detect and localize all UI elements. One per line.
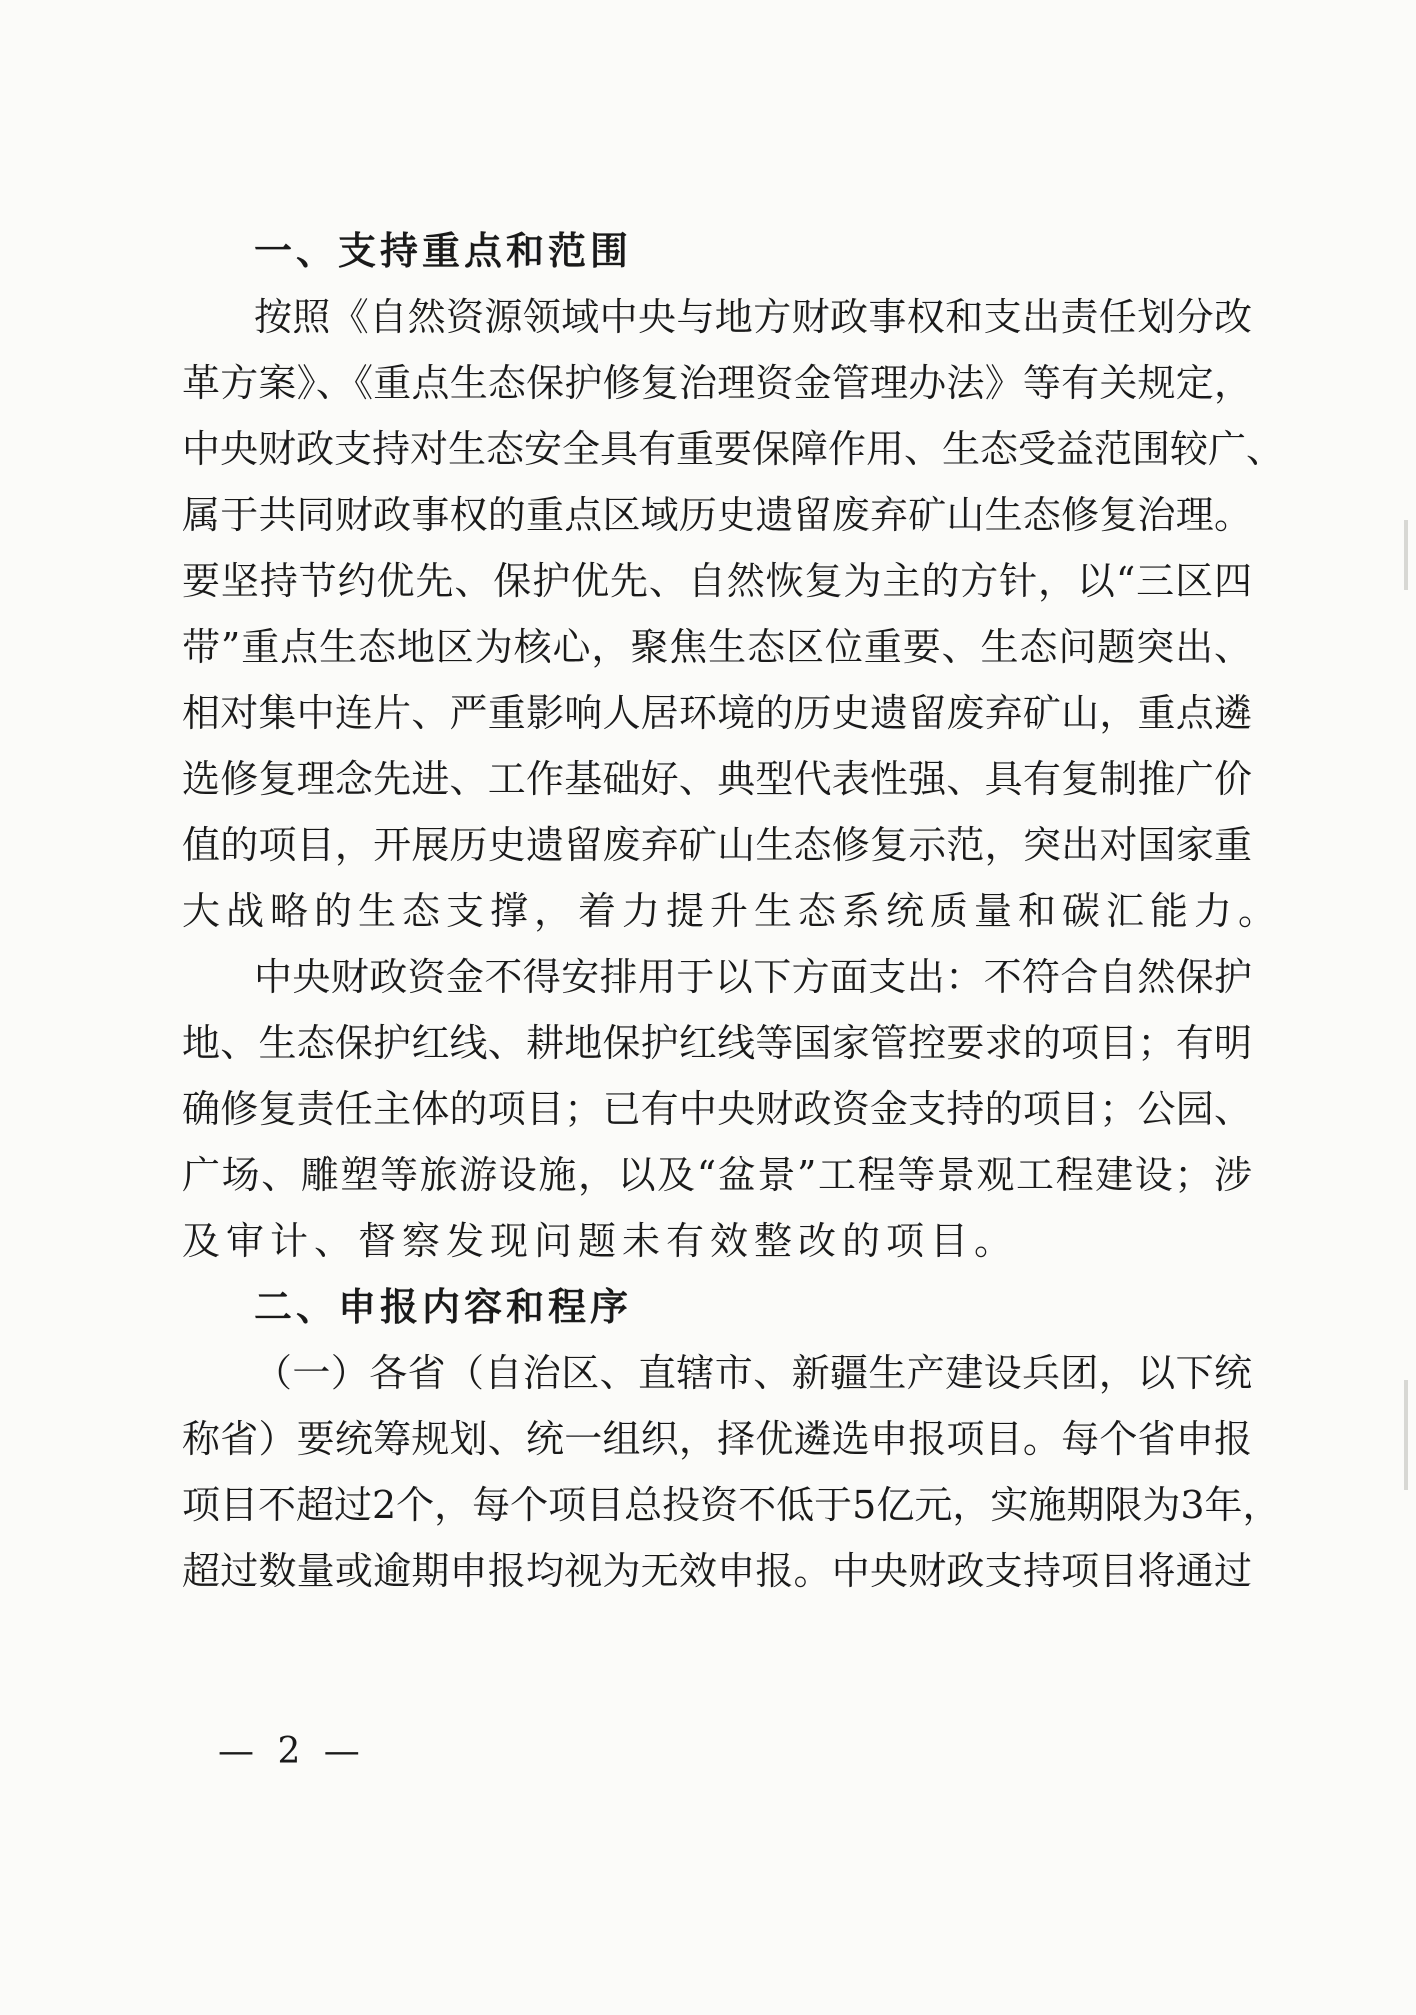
paragraph-line: （一）各省（自治区、直辖市、新疆生产建设兵团，以下统 bbox=[254, 1351, 1252, 1395]
paragraph-line: 及审计、督察发现问题未有效整改的项目。 bbox=[182, 1219, 1019, 1263]
paragraph-line: 值的项目，开展历史遗留废弃矿山生态修复示范，突出对国家重 bbox=[182, 823, 1252, 867]
paragraph-line: 要坚持节约优先、保护优先、自然恢复为主的方针，以“三区四 bbox=[182, 559, 1252, 603]
section-heading: 二、申报内容和程序 bbox=[254, 1285, 633, 1329]
section-heading: 一、支持重点和范围 bbox=[254, 229, 633, 273]
paragraph-line: 中央财政支持对生态安全具有重要保障作用、生态受益范围较广、 bbox=[182, 427, 1285, 471]
paragraph-line: 确修复责任主体的项目；已有中央财政资金支持的项目；公园、 bbox=[182, 1087, 1252, 1131]
paragraph-line: 相对集中连片、严重影响人居环境的历史遗留废弃矿山，重点遴 bbox=[182, 691, 1252, 735]
paragraph-line: 项目不超过2个，每个项目总投资不低于5亿元，实施期限为3年， bbox=[182, 1483, 1281, 1527]
paragraph-line: 地、生态保护红线、耕地保护红线等国家管控要求的项目；有明 bbox=[182, 1021, 1252, 1065]
scan-artifact bbox=[1404, 1380, 1408, 1490]
paragraph-line: 革方案》、《重点生态保护修复治理资金管理办法》等有关规定， bbox=[182, 361, 1252, 405]
paragraph-line: 超过数量或逾期申报均视为无效申报。中央财政支持项目将通过 bbox=[182, 1549, 1252, 1593]
paragraph-line: 带”重点生态地区为核心，聚焦生态区位重要、生态问题突出、 bbox=[182, 625, 1252, 669]
page-number: — 2 — bbox=[218, 1731, 366, 1772]
paragraph-line: 称省）要统筹规划、统一组织，择优遴选申报项目。每个省申报 bbox=[182, 1417, 1252, 1461]
paragraph-line: 广场、雕塑等旅游设施，以及“盆景”工程等景观工程建设；涉 bbox=[182, 1153, 1252, 1197]
paragraph-line: 大战略的生态支撑，着力提升生态系统质量和碳汇能力。 bbox=[182, 889, 1283, 933]
paragraph-line: 选修复理念先进、工作基础好、典型代表性强、具有复制推广价 bbox=[182, 757, 1252, 801]
paragraph-line: 按照《自然资源领域中央与地方财政事权和支出责任划分改 bbox=[254, 295, 1252, 339]
paragraph-line: 中央财政资金不得安排用于以下方面支出：不符合自然保护 bbox=[254, 955, 1252, 999]
paragraph-line: 属于共同财政事权的重点区域历史遗留废弃矿山生态修复治理。 bbox=[182, 493, 1252, 537]
scan-artifact bbox=[1404, 520, 1408, 590]
